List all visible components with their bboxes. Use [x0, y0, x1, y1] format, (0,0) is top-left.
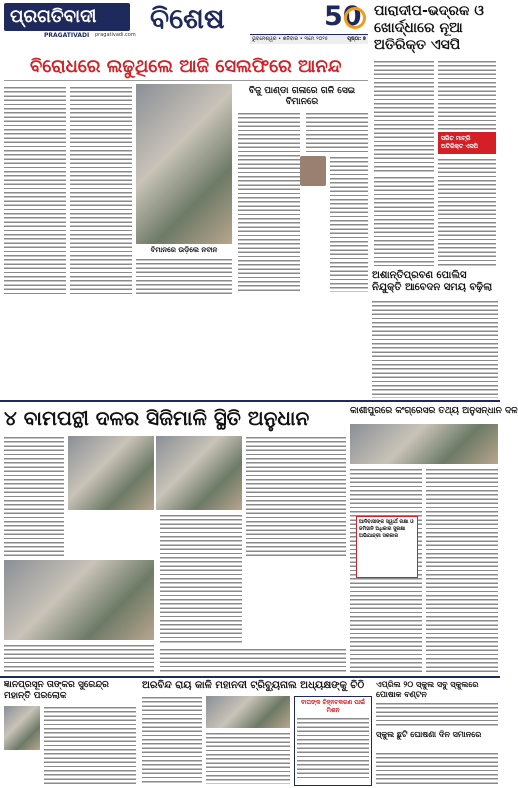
bottom-mid-photo — [206, 696, 290, 728]
band-col-1 — [4, 436, 64, 556]
lead-headline: ବିରୋଧରେ ଲଢୁଥିଲେ ଆଜି ସେଲଫିରେ ଆନନ୍ଦ — [30, 56, 342, 77]
lead-under-photo — [136, 258, 232, 294]
bottom-right-body-2 — [376, 752, 498, 784]
band-photo-3 — [4, 560, 154, 640]
lead-rule — [4, 80, 368, 81]
top-right-body-lower — [438, 158, 496, 266]
bottom-right-body-1 — [376, 702, 498, 726]
lead-col-5 — [330, 156, 368, 292]
bottom-mid-headline: ଅରବିନ୍ଦ ରାୟ କାଳି ମହାନଦୀ ଟ୍ରିବ୍ୟୁନାଲ ଅଧ୍ୟକ୍ଷଙ୍କୁ ଚିଠି — [142, 680, 365, 691]
masthead-logo — [4, 3, 130, 31]
right-band-subbox — [356, 516, 418, 578]
bottom-mid-body-1 — [142, 696, 202, 784]
bottom-mid-box — [294, 696, 372, 786]
top-right-headline: ପାରାଦୀପ-ଭଦ୍ରକ ଓ ଖୋର୍ଦ୍ଧାରେ ନୂଆ ଅତିରିକ୍ତ ଏସପି — [374, 3, 484, 53]
right-band-headline: କାଶୀପୁରରେ କଂଗ୍ରେସର ତଥ୍ୟ ଅନୁସନ୍ଧାନ ଦଳ — [350, 406, 518, 416]
page-number: ପୃଷ୍ଠା: ୭ — [347, 36, 366, 42]
top-right-story — [372, 0, 498, 266]
right-band-photo — [350, 424, 498, 464]
date-strip — [250, 34, 368, 44]
logo-text: ପ୍ରଗତିବାଦୀ — [10, 6, 97, 27]
top-right-subbox — [438, 132, 496, 154]
right-band-col-2 — [426, 468, 498, 674]
anniversary-badge — [318, 3, 368, 33]
top-right-body-right — [438, 60, 496, 130]
band-headline: ୪ ବାମପନ୍ଥୀ ଦଳର ସିଜିମାଳି ସ୍ଥିତି ଅନୁଧାନ — [4, 406, 310, 430]
right-band-subbox-text: ଆଦିବାସୀଙ୍କ ସ୍ୱାର୍ଥ ରକ୍ଷା ଓ ଜମିହାନି ଅଧିକାର ସୁରକ୍ଷା ଅଭିଯାନ୍ଦ୍ରୀ ସରକାର — [359, 519, 414, 539]
anniversary-number: 50 — [324, 1, 362, 32]
lead-story — [0, 46, 370, 296]
bottom-mid-box-title: ବାଘଙ୍କ ଚିହ୍ନଟକରଣ ପାଇଁ ମିଶନ — [300, 699, 366, 714]
date-line: ଭୁବନେଶ୍ୱର • ଶନିବାର • ୩ମେ ୨୦୨୫ — [252, 36, 328, 42]
bottom-rule — [0, 676, 500, 678]
band-photo-1 — [68, 436, 154, 510]
lead-col-1 — [4, 86, 66, 294]
lead-photo-caption: ବିମାନରେ ଉଡ଼ିଲେ ନବୀନ — [150, 246, 218, 254]
lead-col-2 — [70, 86, 132, 294]
bottom-left-photo — [4, 706, 40, 750]
right-story-2-headline: ଅଶାନ୍ତିପ୍ରବଣ ପୋଲିସ ନିଯୁକ୍ତି ଆବେଦନ ସମୟ ବଢ଼ିଲା — [372, 270, 493, 293]
bottom-left-body — [44, 706, 136, 784]
band-col-3 — [160, 514, 242, 644]
band-col-5 — [160, 648, 346, 674]
top-right-body-left — [374, 60, 434, 172]
bottom-mid-box-body — [297, 717, 369, 781]
section-title: ବିଶେଷ — [150, 2, 225, 35]
band-col-4 — [4, 644, 154, 674]
bottom-section — [0, 676, 500, 788]
top-right-body-lower-left — [374, 176, 434, 266]
bottom-mid-body-2 — [206, 732, 290, 784]
lead-col-4 — [306, 112, 368, 152]
bottom-right-headline-2: ସ୍କୁଲ ଛୁଟି ଘୋଷଣା ଦିନ ସମାନରେ — [376, 730, 482, 739]
lead-col-3 — [238, 112, 300, 292]
right-story-2-body — [372, 300, 498, 398]
bottom-left-headline: ଜ୍ଞାନପ୍ରସୂନ ତାଙ୍କର ସୁରେନ୍ଦ୍ର ମହାନ୍ତି ପରଲୋକ — [4, 680, 109, 701]
right-story-2 — [372, 270, 498, 400]
lead-portrait — [300, 156, 326, 186]
band-top-rule — [0, 400, 500, 402]
bottom-right-headline-1: ଏପ୍ରିଲ ୨୦ ସ୍କୁଲ ସବୁ ସ୍କୁଲରେ ପୋଷାକ ବଣ୍ଟନ — [376, 680, 479, 699]
logo-subtitle: PRAGATIVADI — [44, 32, 90, 39]
lead-photo — [136, 84, 232, 244]
band-photo-2 — [156, 436, 242, 510]
website-label: pragativadi.com — [95, 32, 136, 38]
top-right-subbox-text: ସରିତ ମାଟ୍ରି ଅତିରିକ୍ତ ଏସପି — [441, 135, 478, 150]
band-col-2 — [246, 436, 346, 556]
lead-subhead: ବିଜୁ ପାଣ୍ଡା ଗଳାରେ ଗଳି ସେଇ ବିମାନରେ — [248, 86, 356, 107]
anniversary-ring-icon — [344, 7, 366, 29]
